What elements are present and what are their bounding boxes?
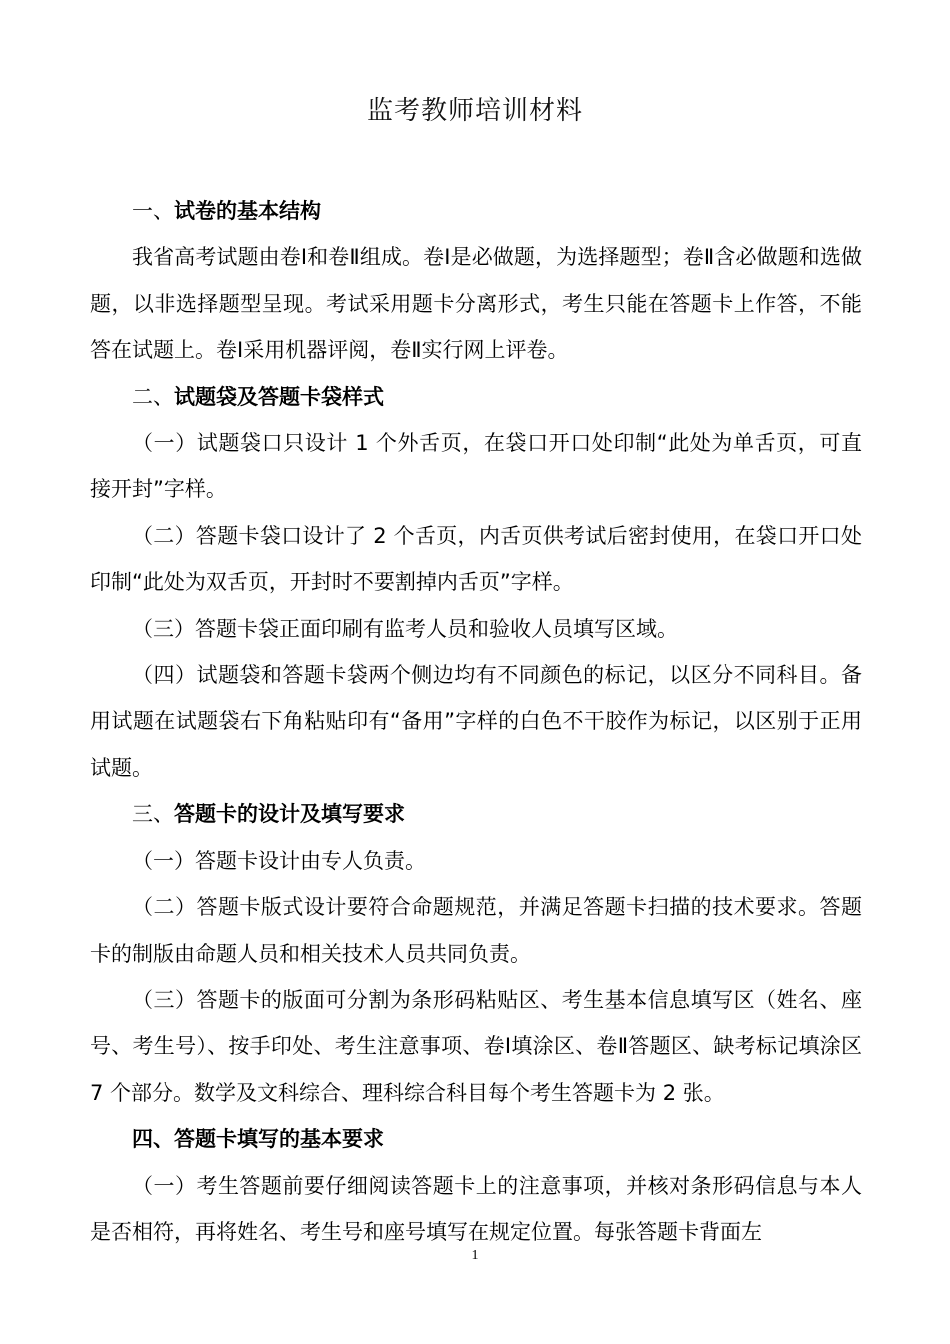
section-number: 三、 bbox=[132, 802, 174, 827]
section-heading bbox=[90, 1116, 862, 1162]
paragraph: 我省高考试题由卷Ⅰ和卷Ⅱ组成。卷Ⅰ是必做题，为选择题型；卷Ⅱ含必做题和选做题，以非选择题型呈现。考试采用题卡分离形式，考生只能在答题卡上作答，不能答在试题上。卷Ⅰ采用机器评阅，卷Ⅱ实行网上评卷。 bbox=[90, 245, 862, 363]
section-number: 二、 bbox=[132, 384, 174, 409]
section-number: 四、 bbox=[132, 1127, 174, 1152]
paragraph: （三）答题卡袋正面印刷有监考人员和验收人员填写区域。 bbox=[132, 616, 678, 641]
paragraph: （四）试题袋和答题卡袋两个侧边均有不同颜色的标记，以区分不同科目。备用试题在试题袋右下角粘贴印有“备用”字样的白色不干胶作为标记，以区别于正用试题。 bbox=[90, 663, 862, 780]
section-number: 一、 bbox=[132, 199, 174, 223]
page-number: 1 bbox=[471, 1248, 479, 1263]
document-title: 监考教师培训材料 bbox=[366, 96, 583, 126]
section-title: 答题卡的设计及填写要求 bbox=[174, 802, 405, 827]
paragraph: （二）答题卡版式设计要符合命题规范，并满足答题卡扫描的技术要求。答题卡的制版由命题人员和相关技术人员共同负责。 bbox=[90, 895, 862, 966]
paragraph: （一）试题袋口只设计 1 个外舌页，在袋口开口处印制“此处为单舌页，可直接开封”字样。 bbox=[90, 431, 862, 502]
section-heading bbox=[90, 188, 862, 234]
document-body bbox=[90, 188, 862, 1255]
paragraph: （一）答题卡设计由专人负责。 bbox=[132, 848, 426, 873]
paragraph: （一）考生答题前要仔细阅读答题卡上的注意事项，并核对条形码信息与本人是否相符，再将姓名、考生号和座号填写在规定位置。每张答题卡背面左 bbox=[90, 1173, 862, 1244]
section-heading bbox=[90, 374, 862, 420]
paragraph: （三）答题卡的版面可分割为条形码粘贴区、考生基本信息填写区（姓名、座号、考生号）、按手印处、考生注意事项、卷Ⅰ填涂区、卷Ⅱ答题区、缺考标记填涂区 7 个部分。数学及文科综合、理科综合科目每个考生答题卡为 2 张。 bbox=[90, 987, 862, 1105]
section-title: 答题卡填写的基本要求 bbox=[174, 1127, 384, 1152]
section-title: 试卷的基本结构 bbox=[174, 199, 321, 223]
paragraph: （二）答题卡袋口设计了 2 个舌页，内舌页供考试后密封使用，在袋口开口处印制“此处为双舌页，开封时不要割掉内舌页”字样。 bbox=[90, 523, 862, 595]
section-title: 试题袋及答题卡袋样式 bbox=[174, 384, 384, 409]
section-heading bbox=[90, 791, 862, 837]
